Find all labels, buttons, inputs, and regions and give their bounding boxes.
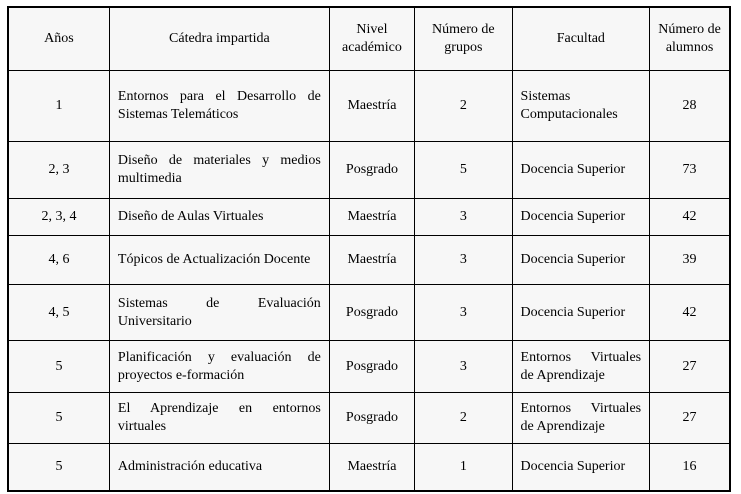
cell-anos: 4, 6: [8, 236, 109, 285]
header-cell-alumnos: Número de alumnos: [650, 7, 730, 71]
cell-nivel: Maestría: [329, 236, 414, 285]
cell-alumnos: 28: [650, 71, 730, 142]
table-row: [8, 285, 730, 341]
cell-anos: 2, 3, 4: [8, 199, 109, 236]
cell-facultad: Entornos Virtuales de Aprendizaje: [512, 341, 650, 393]
cell-facultad: Docencia Superior: [512, 199, 650, 236]
cell-anos: 4, 5: [8, 285, 109, 341]
cell-catedra: El Aprendizaje en entornos virtuales: [109, 393, 329, 444]
cell-catedra: Administración educativa: [109, 444, 329, 492]
table-row: [8, 199, 730, 236]
cell-grupos: 3: [415, 285, 512, 341]
cell-anos: 2, 3: [8, 142, 109, 199]
cell-facultad: Docencia Superior: [512, 285, 650, 341]
cell-nivel: Posgrado: [329, 142, 414, 199]
table-row: [8, 71, 730, 142]
table-row: [8, 444, 730, 492]
cell-anos: 5: [8, 341, 109, 393]
header-cell-nivel: Nivel académico: [329, 7, 414, 71]
cell-alumnos: 39: [650, 236, 730, 285]
cell-grupos: 1: [415, 444, 512, 492]
cell-catedra: Tópicos de Actualización Docente: [109, 236, 329, 285]
table-header-row: [8, 7, 730, 71]
cell-alumnos: 27: [650, 393, 730, 444]
cell-alumnos: 73: [650, 142, 730, 199]
cell-catedra: Diseño de materiales y medios multimedia: [109, 142, 329, 199]
cell-facultad: Entornos Virtuales de Aprendizaje: [512, 393, 650, 444]
cell-nivel: Posgrado: [329, 393, 414, 444]
header-cell-grupos: Número de grupos: [415, 7, 512, 71]
cell-nivel: Posgrado: [329, 341, 414, 393]
table-row: [8, 236, 730, 285]
cell-nivel: Maestría: [329, 199, 414, 236]
cell-nivel: Maestría: [329, 71, 414, 142]
cell-facultad: Docencia Superior: [512, 236, 650, 285]
cell-alumnos: 27: [650, 341, 730, 393]
cell-alumnos: 42: [650, 285, 730, 341]
header-cell-anos: Años: [8, 7, 109, 71]
header-cell-catedra: Cátedra impartida: [109, 7, 329, 71]
table-row: [8, 393, 730, 444]
cell-alumnos: 16: [650, 444, 730, 492]
cell-grupos: 3: [415, 199, 512, 236]
cell-catedra: Diseño de Aulas Virtuales: [109, 199, 329, 236]
cell-facultad: Sistemas Computacionales: [512, 71, 650, 142]
cell-anos: 5: [8, 444, 109, 492]
header-cell-facultad: Facultad: [512, 7, 650, 71]
cell-catedra: Planificación y evaluación de proyectos e-formación: [109, 341, 329, 393]
cell-grupos: 2: [415, 71, 512, 142]
cell-grupos: 3: [415, 236, 512, 285]
cell-grupos: 3: [415, 341, 512, 393]
cell-nivel: Maestría: [329, 444, 414, 492]
table-row: [8, 142, 730, 199]
cell-grupos: 2: [415, 393, 512, 444]
cell-alumnos: 42: [650, 199, 730, 236]
cell-catedra: Sistemas de Evaluación Universitario: [109, 285, 329, 341]
cell-facultad: Docencia Superior: [512, 444, 650, 492]
courses-table: [7, 6, 731, 492]
cell-facultad: Docencia Superior: [512, 142, 650, 199]
cell-catedra: Entornos para el Desarrollo de Sistemas Telemáticos: [109, 71, 329, 142]
cell-nivel: Posgrado: [329, 285, 414, 341]
cell-grupos: 5: [415, 142, 512, 199]
cell-anos: 5: [8, 393, 109, 444]
table-row: [8, 341, 730, 393]
cell-anos: 1: [8, 71, 109, 142]
